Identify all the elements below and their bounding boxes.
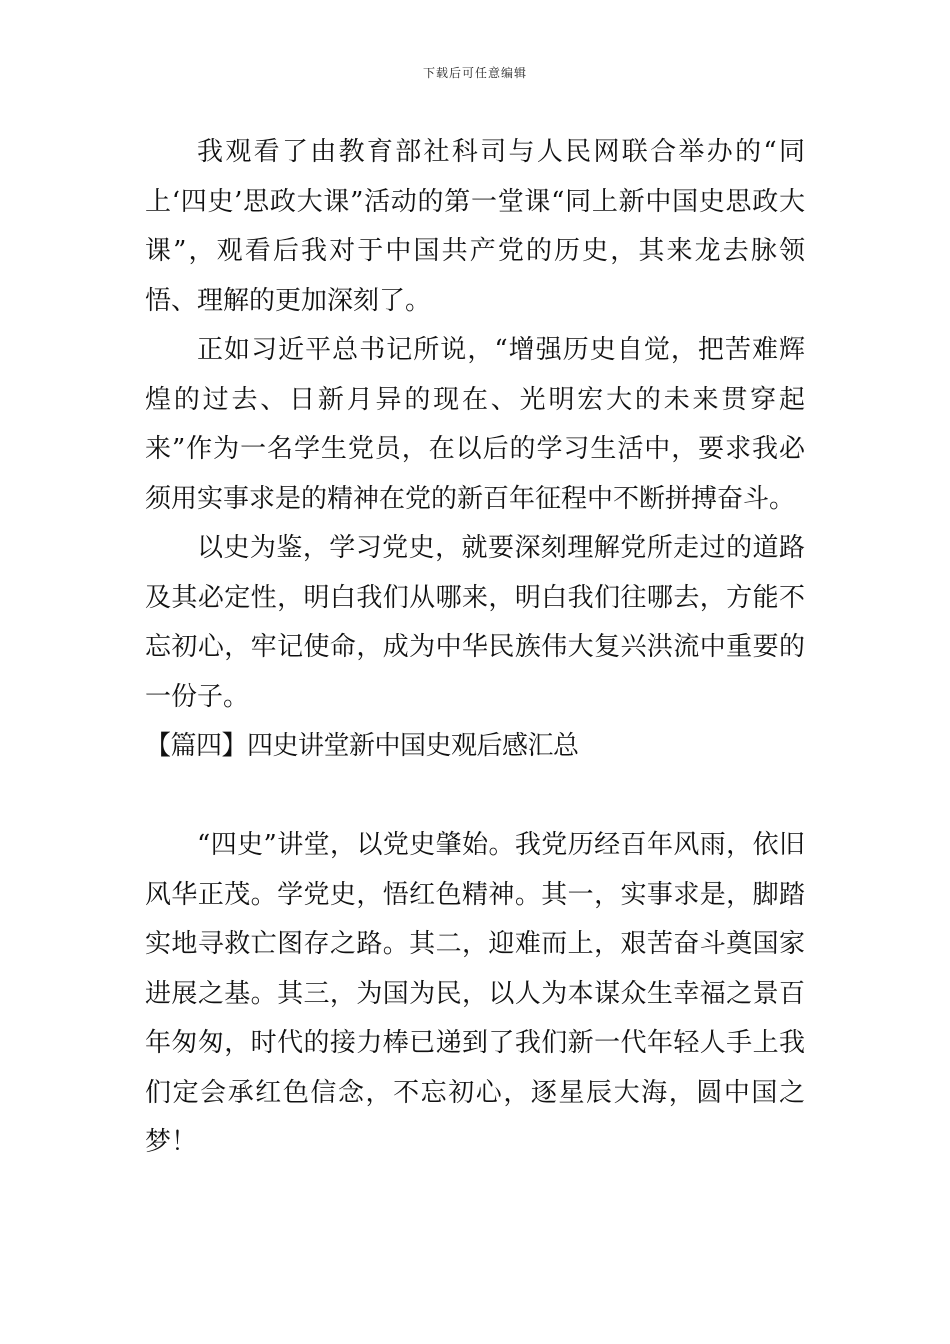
paragraph-1: 我观看了由教育部社科司与人民网联合举办的“同上‘四史’思政大课”活动的第一堂课“同上新中国史思政大课”，观看后我对于中国共产党的历史，其来龙去脉领悟、理解的更加深刻了。 — [145, 137, 805, 316]
paragraph-2: 正如习近平总书记所说，“增强历史自觉，把苦难辉煌的过去、日新月异的现在、光明宏大的未来贯穿起来”作为一名学生党员，在以后的学习生活中，要求我必须用实事求是的精神在党的新百年征程中不断拼搏奋斗。 — [145, 335, 805, 514]
paragraph-3: 以史为鉴，学习党史，就要深刻理解党所走过的道路及其必定性，明白我们从哪来，明白我们往哪去，方能不忘初心，牢记使命，成为中华民族伟大复兴洪流中重要的一份子。 — [145, 533, 805, 712]
document-body — [145, 128, 805, 1168]
blank-line — [145, 772, 805, 822]
page-header: 下载后可任意编辑 — [422, 66, 527, 80]
section-paragraph: “四史”讲堂，以党史肇始。我党历经百年风雨，依旧风华正茂。学党史，悟红色精神。其一，实事求是，脚踏实地寻救亡图存之路。其二，迎难而上，艰苦奋斗奠国家进展之基。其三，为国为民，以人为本谋众生幸福之景百年匆匆，时代的接力棒已递到了我们新一代年轻人手上我们定会承红色信念，不忘初心，逐星辰大海，圆中国之梦！ — [145, 830, 805, 1157]
section-title: 【篇四】四史讲堂新中国史观后感汇总 — [145, 731, 579, 761]
